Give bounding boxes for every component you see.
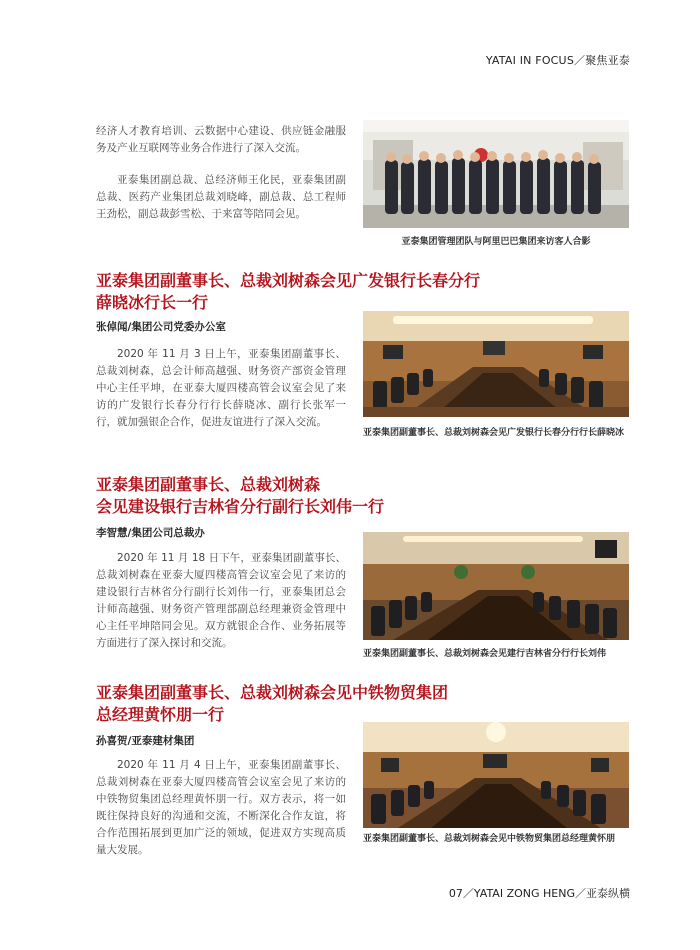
article-2-photo xyxy=(363,532,629,640)
article-1-caption: 亚泰集团副董事长、总裁刘树森会见广发银行长春分行行长薛晓冰 xyxy=(363,428,625,438)
article-2-title xyxy=(96,474,384,518)
intro-paragraph-2: 亚泰集团副总裁、总经济师王化民，亚泰集团副总裁、医药产业集团总裁刘晓峰，副总裁、总工程师王劲松，副总裁彭雪松、于来富等陪同会见。 xyxy=(96,174,346,220)
intro-paragraph-1: 经济人才教育培训、云数据中心建设、供应链金融服务及产业互联网等业务合作进行了深入交流。 xyxy=(96,125,346,154)
article-1-author: 张倬闻/集团公司党委办公室 xyxy=(96,321,226,333)
article-1-body: 2020 年 11 月 3 日上午，亚泰集团副董事长、总裁刘树森，总会计师高越强、财务资产部资金管理中心主任平坤，在亚泰大厦四楼高管会议室会见了来访的广发银行长春分行行长薛晓冰、副行长张军一行，就加强银企合作，促进友谊进行了深入交流。 xyxy=(96,348,346,428)
article-3-title xyxy=(96,682,448,726)
article-3-photo xyxy=(363,722,629,828)
article-3-title-line-2: 总经理黄怀朋一行 xyxy=(96,705,225,724)
article-1-photo xyxy=(363,311,629,417)
article-3-author: 孙喜贺/亚泰建材集团 xyxy=(96,735,195,747)
group-photo xyxy=(363,120,629,228)
page-footer: 07／YATAI ZONG HENG／亚泰纵横 xyxy=(448,887,630,900)
article-3-title-line-1: 亚泰集团副董事长、总裁刘树森会见中铁物贸集团 xyxy=(96,683,449,702)
article-3-caption: 亚泰集团副董事长、总裁刘树森会见中铁物贸集团总经理黄怀朋 xyxy=(363,834,616,844)
group-photo-caption: 亚泰集团管理团队与阿里巴巴集团来访客人合影 xyxy=(401,237,591,247)
page-header: YATAI IN FOCUS／聚焦亚泰 xyxy=(485,54,630,67)
article-2-author: 李智慧/集团公司总裁办 xyxy=(96,527,205,539)
article-2-body: 2020 年 11 月 18 日下午，亚泰集团副董事长、总裁刘树森在亚泰大厦四楼高管会议室会见了来访的建设银行吉林省分行副行长刘伟一行，亚泰集团总会计师高越强、财务资产管理部副总经理兼资金管理中心主任平坤陪同会见。双方就银企合作、业务拓展等方面进行了深入探讨和交流。 xyxy=(96,552,346,649)
article-1-title-line-1: 亚泰集团副董事长、总裁刘树森会见广发银行长春分行 xyxy=(96,271,481,290)
article-3-body: 2020 年 11 月 4 日上午，亚泰集团副董事长、总裁刘树森在亚泰大厦四楼高管会议室会见了来访的中铁物贸集团总经理黄怀朋一行。双方表示，将一如既往保持良好的沟通和交流，不断深化合作友谊，将合作范围拓展到更加广泛的领域，促进双方实现高质量大发展。 xyxy=(96,759,346,856)
article-1-title-line-2: 薛晓冰行长一行 xyxy=(96,293,209,312)
article-2-title-line-2: 会见建设银行吉林省分行副行长刘伟一行 xyxy=(96,497,385,516)
article-2-caption: 亚泰集团副董事长、总裁刘树森会见建行吉林省分行行长刘伟 xyxy=(363,649,607,659)
article-2-title-line-1: 亚泰集团副董事长、总裁刘树森 xyxy=(96,475,321,494)
article-1-title xyxy=(96,270,480,314)
